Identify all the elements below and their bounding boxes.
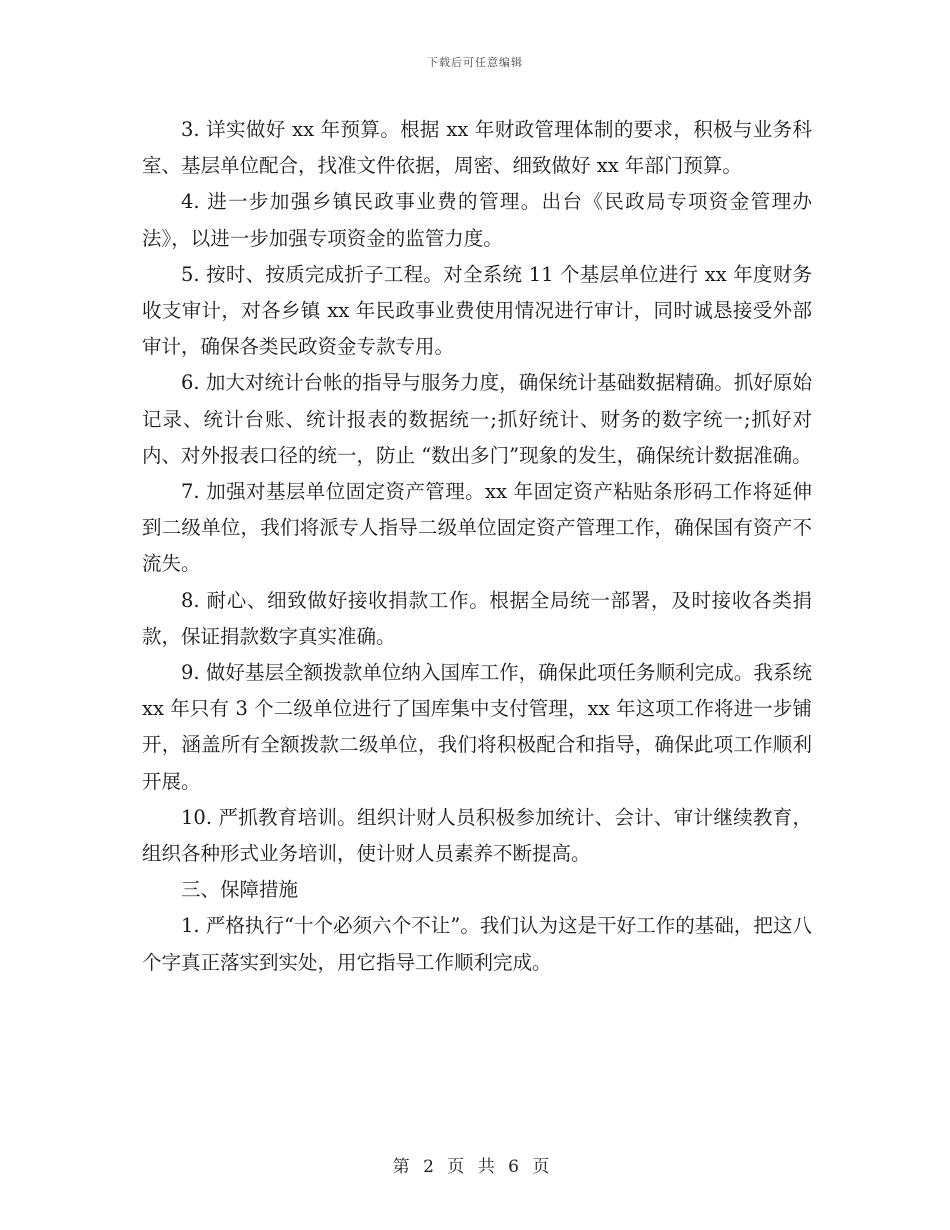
page-header-note: 下载后可任意编辑 bbox=[427, 56, 523, 69]
current-page-number: 2 bbox=[423, 1157, 434, 1177]
footer-suffix: 页 bbox=[532, 1157, 550, 1177]
footer-page-word: 页 bbox=[447, 1157, 465, 1177]
footer-total-word: 共 bbox=[477, 1157, 495, 1177]
paragraph-item-8: 8. 耐心、细致做好接收捐款工作。根据全局统一部署，及时接收各类捐款，保证捐款数字真实准确。 bbox=[142, 588, 812, 648]
paragraph-safeguard-1: 1. 严格执行“十个必须六个不让”。我们认为这是干好工作的基础，把这八个字真正落实到实处，用它指导工作顺利完成。 bbox=[142, 914, 812, 974]
paragraph-item-6: 6. 加大对统计台帐的指导与服务力度，确保统计基础数据精确。抓好原始记录、统计台账、统计报表的数据统一;抓好统计、财务的数字统一;抓好对内、对外报表口径的统一，防止 “数出多门”现象的发生，确保统计数据准确。 bbox=[142, 371, 812, 467]
total-page-number: 6 bbox=[508, 1157, 519, 1177]
paragraph-item-4: 4. 进一步加强乡镇民政事业费的管理。出台《民政局专项资金管理办法》，以进一步加强专项资金的监管力度。 bbox=[142, 190, 812, 250]
paragraph-item-9: 9. 做好基层全额拨款单位纳入国库工作，确保此项任务顺利完成。我系统 xx 年只有 3 个二级单位进行了国库集中支付管理，xx 年这项工作将进一步铺开，涵盖所有全额拨款二级单位，我们将积极配合和指导，确保此项工作顺利开展。 bbox=[142, 661, 812, 793]
document-body bbox=[142, 112, 812, 981]
footer-prefix: 第 bbox=[392, 1157, 410, 1177]
paragraph-item-3: 3. 详实做好 xx 年预算。根据 xx 年财政管理体制的要求，积极与业务科室、基层单位配合，找准文件依据，周密、细致做好 xx 年部门预算。 bbox=[142, 118, 812, 178]
paragraph-item-7: 7. 加强对基层单位固定资产管理。xx 年固定资产粘贴条形码工作将延伸到二级单位，我们将派专人指导二级单位固定资产管理工作，确保国有资产不流失。 bbox=[142, 480, 812, 576]
page-footer bbox=[0, 1152, 950, 1177]
paragraph-item-10: 10. 严抓教育培训。组织计财人员积极参加统计、会计、审计继续教育，组织各种形式业务培训，使计财人员素养不断提高。 bbox=[142, 805, 812, 866]
paragraph-item-5: 5. 按时、按质完成折子工程。对全系统 11 个基层单位进行 xx 年度财务收支审计，对各乡镇 xx 年民政事业费使用情况进行审计，同时诚恳接受外部审计，确保各类民政资金专款专用。 bbox=[142, 262, 812, 359]
section-heading-safeguards: 三、保障措施 bbox=[181, 878, 299, 902]
